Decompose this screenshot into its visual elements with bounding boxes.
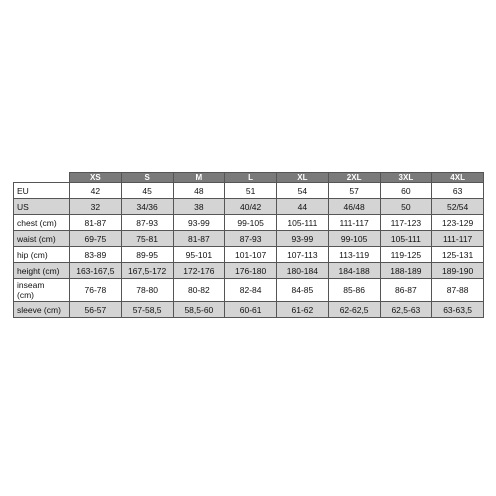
table-cell: 95-101: [173, 247, 225, 263]
table-cell: 99-105: [225, 215, 277, 231]
table-cell: 107-113: [277, 247, 329, 263]
table-cell: 189-190: [432, 263, 484, 279]
table-cell: 83-89: [70, 247, 122, 263]
table-cell: 51: [225, 183, 277, 199]
size-header-xs: XS: [70, 173, 122, 183]
table-cell: 123-129: [432, 215, 484, 231]
table-cell: 48: [173, 183, 225, 199]
table-cell: 85-86: [328, 279, 380, 302]
row-label: hip (cm): [14, 247, 70, 263]
size-header-m: M: [173, 173, 225, 183]
table-cell: 62,5-63: [380, 302, 432, 318]
table-cell: 163-167,5: [70, 263, 122, 279]
table-row-eu: [14, 183, 484, 199]
table-cell: 99-105: [328, 231, 380, 247]
table-cell: 34/36: [121, 199, 173, 215]
table-cell: 101-107: [225, 247, 277, 263]
table-cell: 40/42: [225, 199, 277, 215]
size-header-2xl: 2XL: [328, 173, 380, 183]
table-cell: 50: [380, 199, 432, 215]
table-cell: 45: [121, 183, 173, 199]
row-label: height (cm): [14, 263, 70, 279]
table-cell: 58,5-60: [173, 302, 225, 318]
table-cell: 93-99: [173, 215, 225, 231]
table-cell: 69-75: [70, 231, 122, 247]
table-cell: 172-176: [173, 263, 225, 279]
table-cell: 113-119: [328, 247, 380, 263]
table-row-us: [14, 199, 484, 215]
table-cell: 180-184: [277, 263, 329, 279]
table-cell: 61-62: [277, 302, 329, 318]
row-label-text: inseam (cm): [17, 280, 45, 300]
table-cell: 80-82: [173, 279, 225, 302]
table-cell: 63-63,5: [432, 302, 484, 318]
table-cell: 167,5-172: [121, 263, 173, 279]
table-cell: 57-58,5: [121, 302, 173, 318]
table-cell: 44: [277, 199, 329, 215]
size-header-xl: XL: [277, 173, 329, 183]
table-cell: 87-88: [432, 279, 484, 302]
table-row-inseam: [14, 279, 484, 302]
table-cell: 32: [70, 199, 122, 215]
table-cell: 76-78: [70, 279, 122, 302]
table-cell: 60-61: [225, 302, 277, 318]
size-header-row: [14, 173, 484, 183]
table-cell: 86-87: [380, 279, 432, 302]
table-cell: 78-80: [121, 279, 173, 302]
table-row-waist: [14, 231, 484, 247]
row-label: [14, 279, 70, 302]
table-cell: 56-57: [70, 302, 122, 318]
table-cell: 46/48: [328, 199, 380, 215]
table-cell: 75-81: [121, 231, 173, 247]
table-row-hip: [14, 247, 484, 263]
table-cell: 84-85: [277, 279, 329, 302]
size-header-l: L: [225, 173, 277, 183]
size-header-3xl: 3XL: [380, 173, 432, 183]
table-cell: 38: [173, 199, 225, 215]
table-cell: 60: [380, 183, 432, 199]
table-cell: 111-117: [432, 231, 484, 247]
row-label: chest (cm): [14, 215, 70, 231]
table-cell: 176-180: [225, 263, 277, 279]
table-cell: 62-62,5: [328, 302, 380, 318]
table-cell: 52/54: [432, 199, 484, 215]
table-cell: 82-84: [225, 279, 277, 302]
table-cell: 184-188: [328, 263, 380, 279]
table-cell: 125-131: [432, 247, 484, 263]
table-cell: 63: [432, 183, 484, 199]
table-cell: 89-95: [121, 247, 173, 263]
row-label: sleeve (cm): [14, 302, 70, 318]
table-row-height: [14, 263, 484, 279]
table-cell: 117-123: [380, 215, 432, 231]
table-cell: 119-125: [380, 247, 432, 263]
table-cell: 57: [328, 183, 380, 199]
row-label: US: [14, 199, 70, 215]
table-cell: 111-117: [328, 215, 380, 231]
table-cell: 105-111: [380, 231, 432, 247]
table-cell: 81-87: [70, 215, 122, 231]
table-cell: 81-87: [173, 231, 225, 247]
size-chart-table: [13, 172, 484, 318]
table-cell: 54: [277, 183, 329, 199]
table-cell: 42: [70, 183, 122, 199]
table-cell: 87-93: [121, 215, 173, 231]
table-cell: 93-99: [277, 231, 329, 247]
table-cell: 105-111: [277, 215, 329, 231]
row-label: EU: [14, 183, 70, 199]
table-cell: 87-93: [225, 231, 277, 247]
row-label: waist (cm): [14, 231, 70, 247]
corner-cell: [14, 173, 70, 183]
table-row-chest: [14, 215, 484, 231]
size-header-s: S: [121, 173, 173, 183]
table-cell: 188-189: [380, 263, 432, 279]
size-header-4xl: 4XL: [432, 173, 484, 183]
table-row-sleeve: [14, 302, 484, 318]
